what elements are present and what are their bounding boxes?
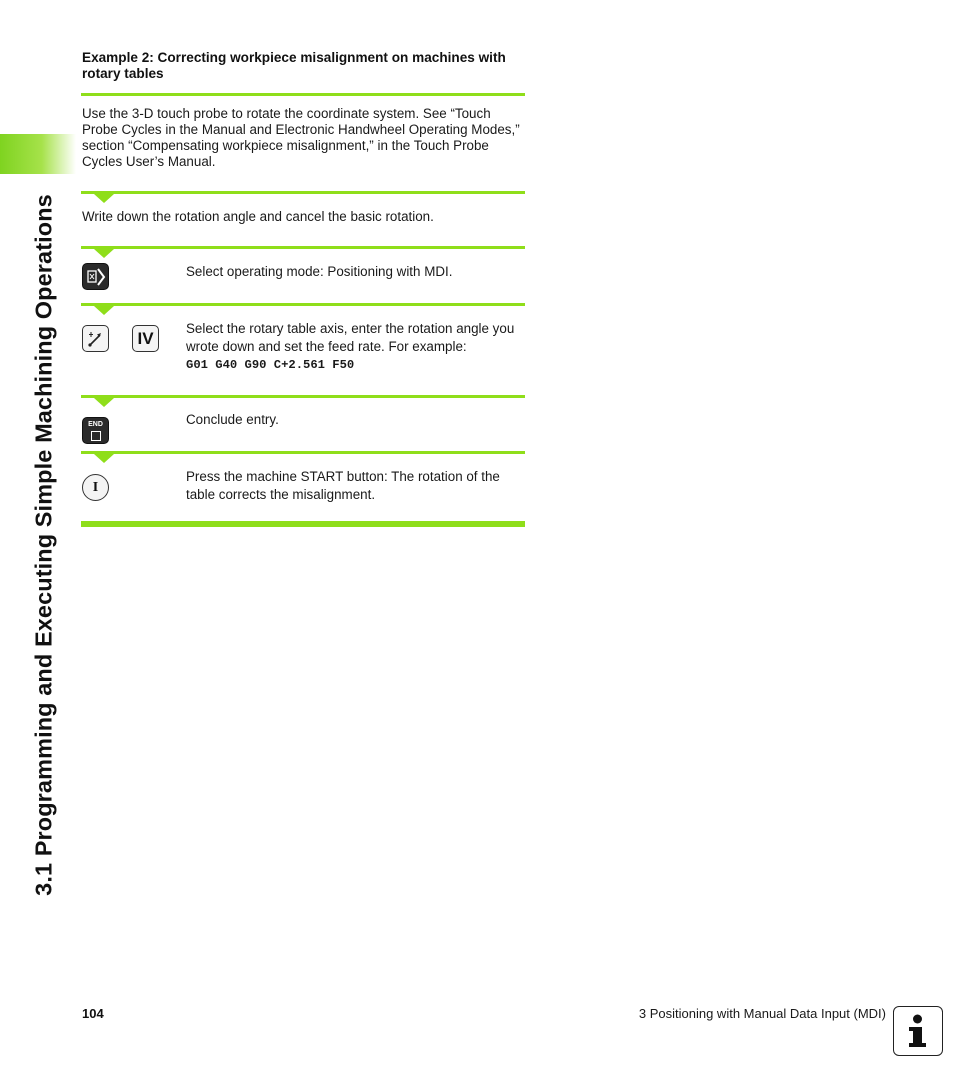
side-tab-marker (0, 134, 76, 174)
info-i-icon (893, 1006, 943, 1056)
mdi-mode-icon (85, 267, 107, 287)
step-2-description: Select the rotary table axis, enter the rotation angle you wrote down and set the feed rate. For example: (186, 321, 515, 354)
divider-rule (81, 246, 525, 249)
end-key-label: END (88, 420, 103, 428)
section-heading: Example 2: Correcting workpiece misalignment on machines with rotary tables (82, 50, 506, 81)
step-marker-triangle (94, 249, 114, 258)
info-i-glyph (894, 1007, 941, 1054)
step-4-text: Press the machine START button: The rotation of the table corrects the misalignment. (186, 469, 500, 502)
nc-code-example: G01 G40 G90 C+2.561 F50 (186, 358, 355, 372)
axis-iv-key-label: IV (137, 328, 154, 348)
mdi-mode-key[interactable] (82, 263, 109, 290)
step-marker-triangle (94, 398, 114, 407)
section-end-rule (81, 521, 525, 527)
axis-iv-key[interactable] (132, 325, 159, 352)
axis-select-key[interactable] (82, 325, 109, 352)
divider-rule (81, 93, 525, 96)
page-number: 104 (82, 1006, 104, 1021)
step-3-text: Conclude entry. (186, 412, 279, 427)
step-1-text: Select operating mode: Positioning with MDI. (186, 264, 453, 279)
divider-rule (81, 451, 525, 454)
end-square-icon (91, 431, 101, 441)
nc-start-key[interactable] (82, 474, 109, 501)
step-marker-triangle (94, 194, 114, 203)
step-marker-triangle (94, 454, 114, 463)
intro-paragraph: Use the 3-D touch probe to rotate the coordinate system. See “Touch Probe Cycles in the Manual and Electronic Handwheel Operating Modes,” section “Compensating workpiece misalignment,” in the Touch Probe Cycles User’s Manual. (82, 106, 520, 169)
end-key[interactable] (82, 417, 109, 444)
divider-rule (81, 395, 525, 398)
side-chapter-title: 3.1 Programming and Executing Simple Machining Operations (30, 194, 57, 896)
axis-select-icon (86, 329, 106, 349)
divider-rule (81, 191, 525, 194)
divider-rule (81, 303, 525, 306)
nc-start-key-label: I (92, 479, 99, 495)
footer-chapter-title: 3 Positioning with Manual Data Input (MDI) (638, 1006, 886, 1021)
step-marker-triangle (94, 306, 114, 315)
note-paragraph: Write down the rotation angle and cancel the basic rotation. (82, 209, 434, 224)
step-2-text (186, 320, 528, 374)
